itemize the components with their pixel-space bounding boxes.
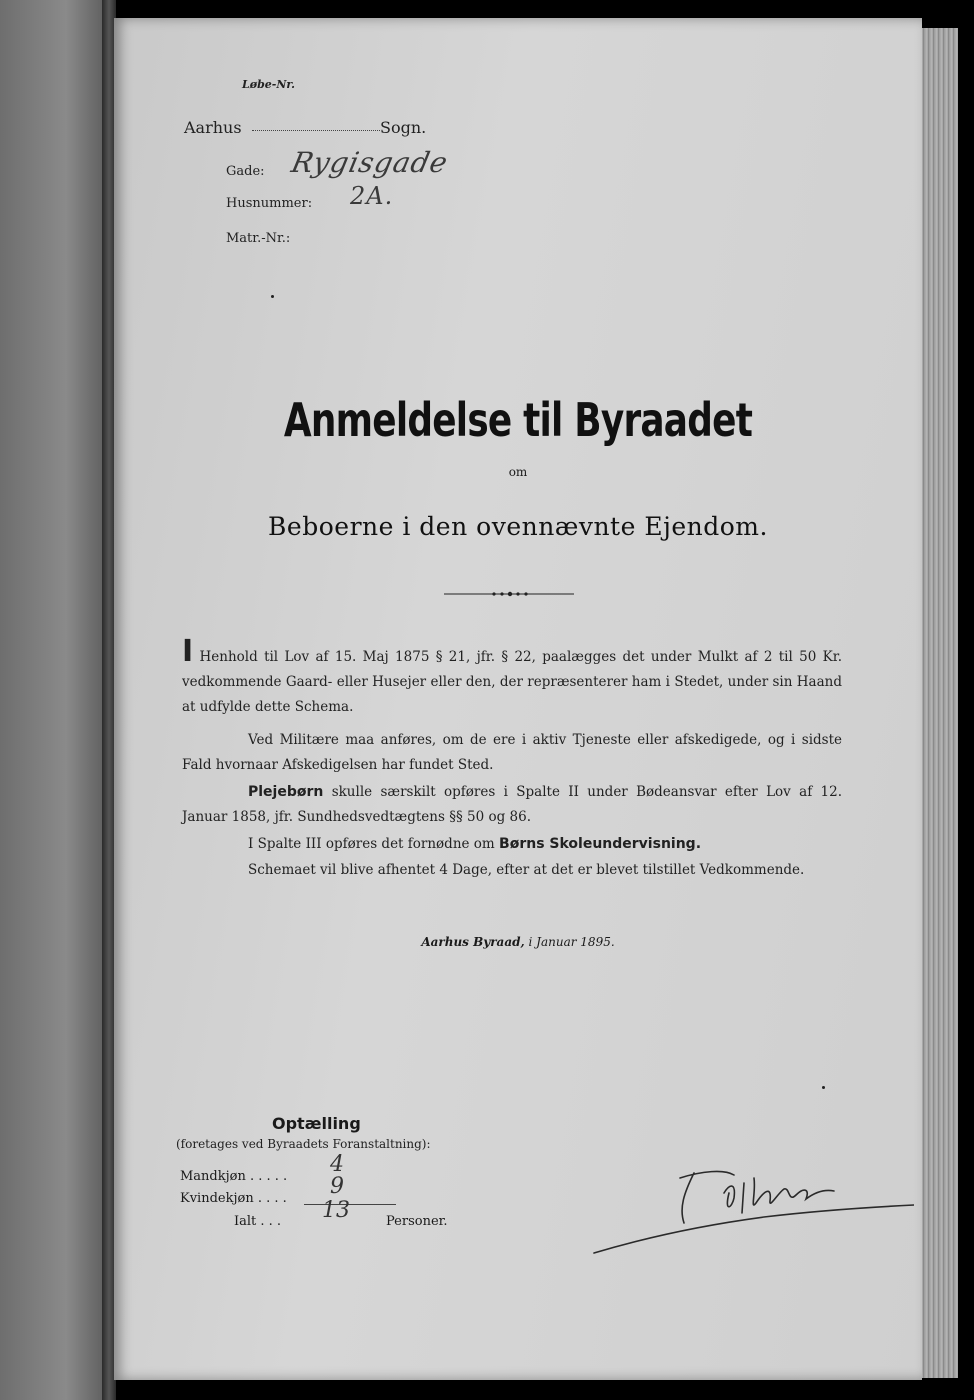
document-page xyxy=(114,18,922,1380)
paragraph-1-text: Henhold til Lov af 15. Maj 1875 § 21, jfr. § 22, paalægges det under Mulkt af 2 til 50 Kr. vedkommende Gaard- eller Husejer eller den, der repræsenterer ham i Stedet, under sin Haand at udfylde dette Schema. xyxy=(182,649,842,715)
ialt-label: Ialt . . . xyxy=(234,1214,282,1229)
kvindekjon-label: Kvindekjøn . . . . xyxy=(180,1191,287,1206)
issuer-line xyxy=(114,935,922,949)
sum-line xyxy=(304,1204,396,1205)
document-subtitle: Beboerne i den ovennævnte Ejendom. xyxy=(268,512,768,541)
paragraph-3-text: skulle særskilt opføres i Spalte II under Bødeansvar efter Lov af 12. Januar 1858, jfr. Sundhedsvedtægtens §§ 50 og 86. xyxy=(182,784,842,825)
sogn-label: Sogn. xyxy=(380,118,427,137)
husnummer-value: 2A. xyxy=(350,182,394,210)
document-title: Anmeldelse til Byraadet xyxy=(283,393,753,447)
personer-label: Personer. xyxy=(386,1214,448,1229)
lobe-nr-label: Løbe-Nr. xyxy=(242,78,295,91)
paragraph-4-text: I Spalte III opføres det fornødne om xyxy=(248,836,495,852)
ialt-value: 13 xyxy=(322,1198,350,1223)
paragraph-2-text: Ved Militære maa anføres, om de ere i aktiv Tjeneste eller afskedigede, og i sidste Fald hvornaar Afskedigelsen har fundet Sted. xyxy=(182,732,842,773)
ink-dot xyxy=(822,1086,825,1089)
matr-label: Matr.-Nr.: xyxy=(226,231,291,246)
mandkjon-label: Mandkjøn . . . . . xyxy=(180,1169,288,1184)
issuer-name: Aarhus Byraad, xyxy=(421,935,525,949)
count-title: Optælling xyxy=(272,1114,361,1133)
paragraph-2 xyxy=(182,728,842,778)
city-label: Aarhus xyxy=(184,118,242,137)
left-page xyxy=(0,0,110,1400)
om-text: om xyxy=(508,465,528,479)
sogn-field-line xyxy=(252,130,380,131)
issuer-date: i Januar 1895. xyxy=(528,935,615,949)
paragraph-5 xyxy=(182,858,842,883)
paragraph-4 xyxy=(182,832,842,857)
plejeborn-bold: Plejebørn xyxy=(248,784,324,800)
count-subtitle: (foretages ved Byraadets Foranstaltning): xyxy=(176,1137,431,1151)
ornament-divider xyxy=(444,590,574,598)
gade-value: Rygisgade xyxy=(288,146,452,179)
paragraph-5-text: Schemaet vil blive afhentet 4 Dage, efter at det er blevet tilstillet Vedkommende. xyxy=(248,862,805,878)
kvindekjon-value: 9 xyxy=(330,1174,344,1199)
husnummer-label: Husnummer: xyxy=(226,196,313,211)
skoleundervisning-bold: Børns Skoleundervisning. xyxy=(499,836,702,852)
paragraph-3 xyxy=(182,780,842,830)
gade-label: Gade: xyxy=(226,164,265,179)
paragraph-1 xyxy=(182,634,842,720)
ink-dot-small xyxy=(271,295,274,298)
mandkjon-value: 4 xyxy=(330,1152,344,1177)
handwritten-signature xyxy=(584,1153,914,1263)
dropcap: I xyxy=(182,634,194,669)
